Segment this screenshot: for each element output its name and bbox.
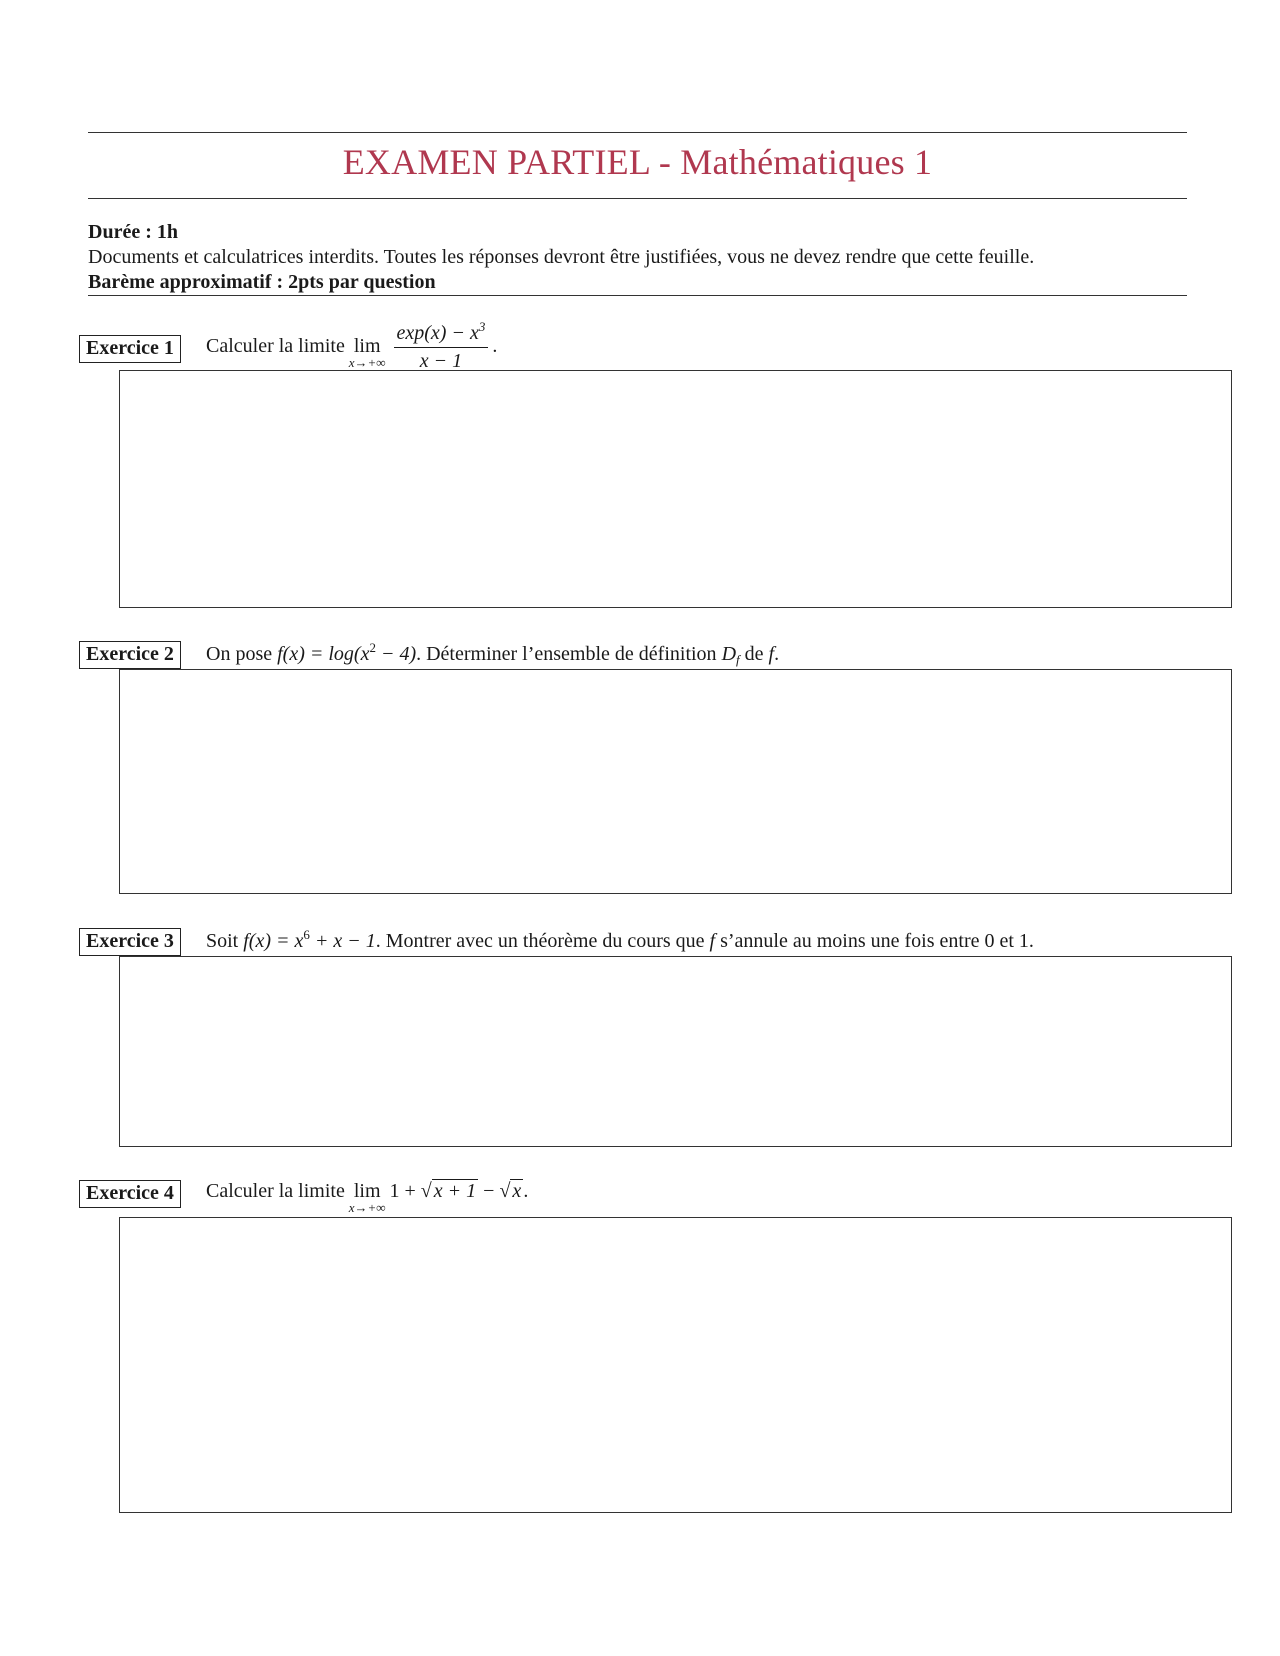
exercise-4-label: Exercice 4 [79, 1180, 181, 1208]
exercise-1-limit [348, 335, 386, 371]
exercise-4-statement: Calculer la limite lim x→+∞ 1 + √ x + 1 − √ x . [206, 1180, 529, 1215]
exercise-1-fraction [394, 319, 489, 373]
lim-subscript: x→+∞ [348, 1200, 386, 1215]
exercise-2-answer-box[interactable] [119, 669, 1232, 894]
exercise-4-answer-box[interactable] [119, 1217, 1232, 1513]
exercise-2-statement: On pose $f(x) = \log(x^2 - 4)$. Déterminer l’ensemble de définition $D_f$ de f. [206, 640, 780, 667]
title-bottom-rule [88, 198, 1187, 199]
lim-subscript: x→+∞ [348, 355, 386, 371]
exercise-3-answer-box[interactable] [119, 956, 1232, 1147]
exercise-3-label: Exercice 3 [79, 928, 181, 956]
title-top-rule [88, 132, 1187, 133]
exam-duration: Durée : 1h [88, 221, 178, 243]
fraction-numerator: $\exp(x) - x^3$ [394, 322, 489, 348]
lim-word: lim [353, 1180, 381, 1202]
sqrt-2: √ x [499, 1180, 522, 1202]
exercise-1-text: Calculer la limite [206, 335, 345, 358]
header-bottom-rule [88, 295, 1187, 296]
exam-instructions: Documents et calculatrices interdits. Toutes les réponses devront être justifiées, vous ne devez rendre que cette feuille. [88, 246, 1035, 268]
lim-word: lim [353, 335, 381, 358]
exercise-1-answer-box[interactable] [119, 370, 1232, 608]
page-title: EXAMEN PARTIEL - Mathématiques 1 [342, 142, 933, 182]
exercise-2-label: Exercice 2 [79, 641, 181, 669]
exercise-3-statement: Soit $f(x) = x^6 + x - 1$. Montrer avec un théorème du cours que f s’annule au moins une fois entre 0 et 1. [206, 927, 1034, 952]
sqrt-1: √ x + 1 [420, 1180, 477, 1202]
grading-scale: Barème approximatif : 2pts par question [88, 271, 436, 293]
exercise-1-statement: Calculer la limite lim x→+∞ $\frac{\exp(x) - x^3}{x - 1}$ . [206, 319, 498, 372]
fraction-denominator: x − 1 [419, 350, 463, 372]
exercise-4-limit [348, 1180, 386, 1215]
exercise-1-label: Exercice 1 [79, 335, 181, 363]
